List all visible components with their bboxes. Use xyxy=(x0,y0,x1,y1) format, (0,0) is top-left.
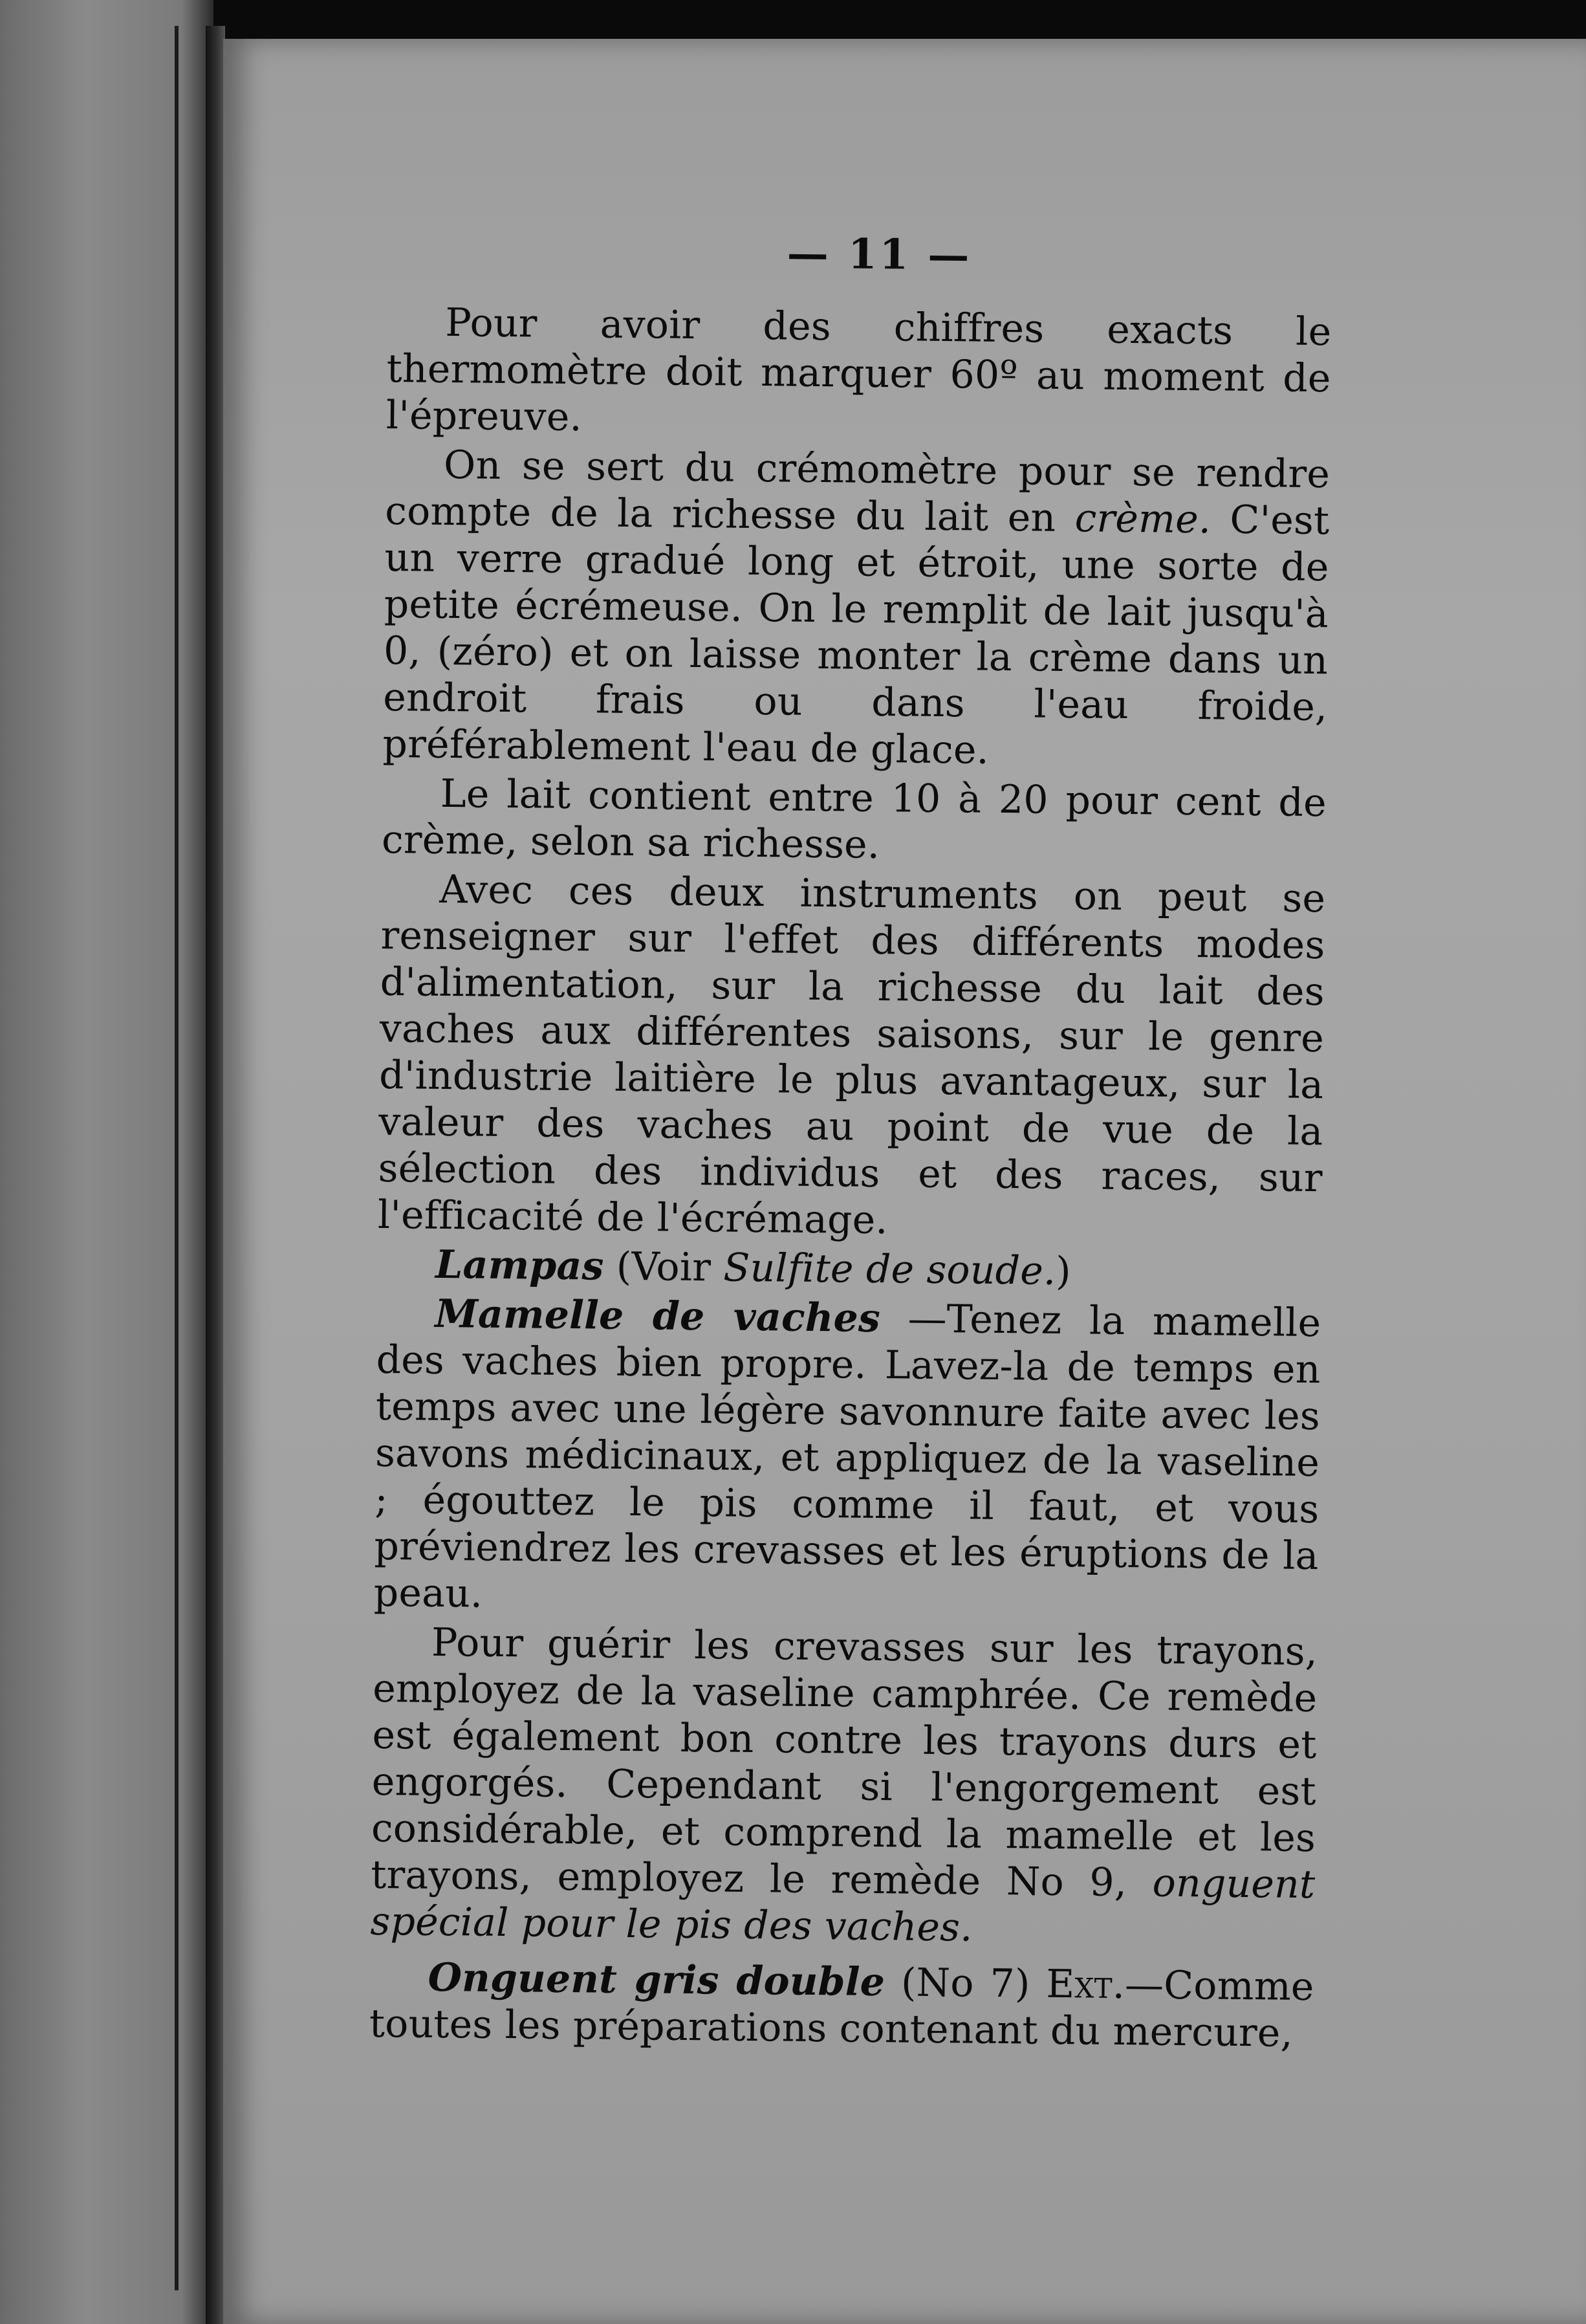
entry-heading: Lampas xyxy=(435,1242,604,1289)
paragraph-text: Pour avoir des chiffres exacts le thermomètre doit marquer 60º au moment de l'épreuve. xyxy=(386,300,1332,441)
paragraph-text: Avec ces deux instruments on peut se renseigner sur l'effet des différents modes d'alimentation, sur la richesse du lait des vaches aux différentes saisons, sur le genre d'industrie laitière le plus avantageux, sur la valeur des vaches au point de vue de la sélection des individus et des races, sur l'efficacité de l'écrémage. xyxy=(377,866,1326,1244)
entry-lampas xyxy=(377,1241,1322,1297)
entry-heading: Mamelle de vaches xyxy=(435,1291,881,1342)
cross-reference: Sulfite de soude. xyxy=(722,1245,1056,1294)
paragraph-cream-content xyxy=(382,770,1327,873)
entry-heading: Onguent gris double xyxy=(428,1955,885,2006)
italic-term: crème. xyxy=(1074,496,1211,543)
book-spine-shadow xyxy=(206,26,225,2324)
paragraph-text: Le lait contient entre 10 à 20 pour cent de crème, selon sa richesse. xyxy=(381,771,1327,868)
entry-mamelle xyxy=(374,1290,1321,1626)
paragraph-text: Pour guérir les crevasses sur les trayons, employez de la vaseline camphrée. Ce remède est également bon contre les trayons durs et engorgés. Cependant si l'engorgement est considérable, et comprend la mamelle et les trayons, employez le remède No 9, xyxy=(370,1619,1318,1906)
italic-remedy: onguent spécial pour le pis des vaches. xyxy=(370,1860,1316,1951)
page-number: — 11 — xyxy=(787,229,972,280)
paragraph-thermometer xyxy=(386,299,1332,448)
facing-page-edge xyxy=(0,0,213,2324)
paragraph-crevasses xyxy=(370,1619,1318,1955)
paragraph-text: On se sert du crémomètre pour se rendre compte de la richesse du lait en xyxy=(385,442,1331,542)
paragraph-text: —Comme toutes les préparations contenant du mercure, xyxy=(369,1962,1314,2056)
paragraph-instruments xyxy=(378,866,1326,1248)
entry-onguent-gris xyxy=(369,1954,1314,2057)
paragraph-text: C'est un verre gradué long et étroit, une sorte de petite écrémeuse. On le remplit de lait jusqu'à 0, (zéro) et on laisse monter la crème dans un endroit frais ou dans l'eau froide, préférablement l'eau de glace. xyxy=(382,497,1330,773)
paragraph-text: (No 7) xyxy=(884,1960,1047,2007)
paragraph-text: ) xyxy=(1055,1248,1072,1295)
ext-label: Ext. xyxy=(1046,1961,1125,2008)
paragraph-cremometre xyxy=(382,441,1330,777)
page-text-block xyxy=(369,226,1332,2059)
facing-page-fold-line xyxy=(175,26,179,2290)
paragraph-text: —Tenez la mamelle des vaches bien propre. Lavez-la de temps en temps avec une légère savonnure faite avec les savons médicinaux, et appliquez de la vaseline ; égouttez le pis comme il faut, et vous préviendrez les crevasses et les éruptions de la peau. xyxy=(373,1296,1321,1617)
paragraph-text: (Voir xyxy=(603,1244,724,1291)
book-page xyxy=(223,39,1586,2324)
